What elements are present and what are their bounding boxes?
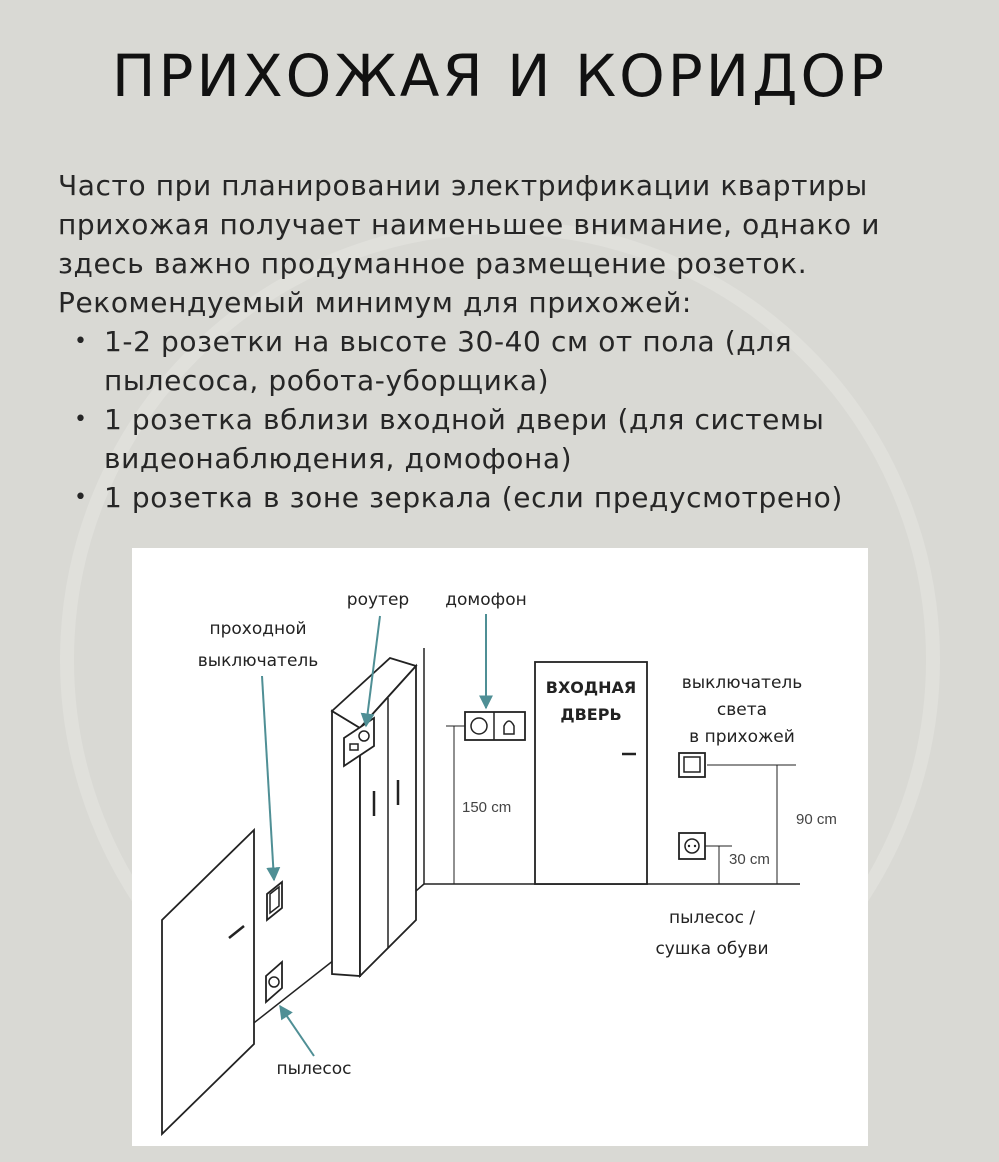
list-item-line: пылесоса, робота-уборщика): [104, 364, 550, 397]
list-item: [72, 400, 978, 478]
dimension-30: 30 cm: [729, 851, 770, 868]
intro-line: Часто при планировании электрификации квартиры: [58, 169, 868, 202]
router-label: роутер: [346, 590, 410, 610]
vacuum-label: пылесос: [276, 1059, 352, 1079]
vacuum-socket-icon: [266, 962, 282, 1002]
light-switch-label-line-3: в прихожей: [689, 727, 795, 747]
list-item-line: видеонаблюдения, домофона): [104, 442, 573, 475]
light-switch-icon: [679, 753, 705, 777]
arrow-icon: [262, 676, 274, 880]
vacuum-dryer-label-line-2: сушка обуви: [655, 939, 769, 959]
dimension-90: 90 cm: [796, 811, 837, 828]
list-item: [72, 322, 978, 400]
light-switch-label-line-1: выключатель: [681, 673, 803, 693]
page-title: ПРИХОЖАЯ И КОРИДОР: [111, 42, 888, 110]
intro-line: Рекомендуемый минимум для прихожей:: [58, 286, 692, 319]
list-item-line: 1 розетка вблизи входной двери (для системы: [104, 403, 825, 436]
left-wall-panel: [162, 830, 254, 1134]
pass-switch-icon: [267, 882, 282, 920]
light-switch-label-line-2: света: [716, 700, 768, 720]
intercom-label: домофон: [445, 590, 527, 610]
list-item-line: 1-2 розетки на высоте 30-40 см от пола (для: [104, 325, 793, 358]
intro-text: [58, 166, 978, 517]
pass-switch-label-line-2: выключатель: [197, 651, 319, 671]
socket-icon: [679, 833, 705, 859]
list-item-line: 1 розетка в зоне зеркала (если предусмотрено): [104, 481, 843, 514]
hallway-diagram: [132, 548, 868, 1146]
intro-line: здесь важно продуманное размещение розеток.: [58, 247, 808, 280]
intercom-icon: [465, 712, 525, 740]
vacuum-dryer-label-line-1: пылесос /: [668, 908, 756, 928]
recommendation-list: [58, 322, 978, 517]
arrow-icon: [280, 1006, 314, 1056]
dimension-150: 150 cm: [462, 799, 512, 816]
list-item: [72, 478, 978, 517]
hallway-diagram-svg: [132, 548, 868, 1146]
door-label-line-1: ВХОДНАЯ: [545, 678, 637, 697]
intro-line: прихожая получает наименьшее внимание, однако и: [58, 208, 881, 241]
pass-switch-label-line-1: проходной: [209, 619, 307, 639]
door-label-line-2: ДВЕРЬ: [560, 705, 622, 724]
